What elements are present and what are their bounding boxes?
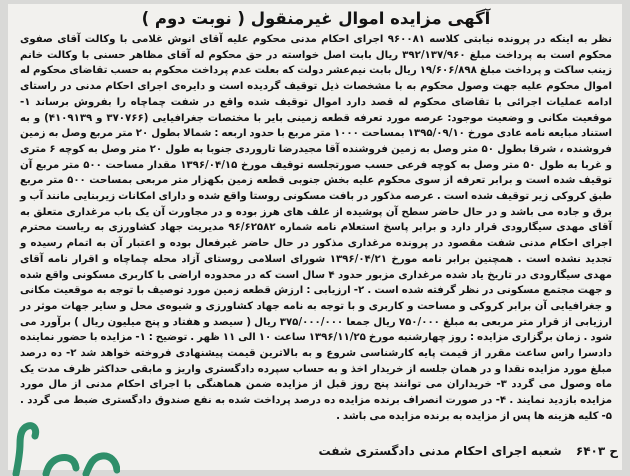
notice-title: آگهی مزایده اموال غیرمنقول ( نوبت دوم ) (141, 9, 491, 28)
issuing-office: شعبه اجرای احکام مدنی دادگستری شفت (318, 444, 562, 458)
notice-footer (150, 442, 618, 460)
notice-body: نظر به اینکه در پرونده نیابتی کلاسه ۹۶۰۰۸۱ اجرای احکام مدنی محکوم علیه آقای انوش غلامی با وکالت آقای صفوی محکوم است به پرداخت مبلغ ۳۹۲/۱۳۷/۹۶۰ ریال بابت اصل خواسته در حق محکوم له آقای مظاهر حسنی با وکالت خانم زینب ساکت و پرداخت مبلغ ۱۹/۶۰۶/۸۹۸ ریال بابت نیم‌عشر دولت که بعلت عدم پرداخت محکوم به حسب تقاضای محکوم له اموال محکوم علیه جهت وصول محکوم به با مشخصات ذیل توقیف گردیده است و دایره‌ی اجرای احکام مدنی در راستای ادامه عملیات اجرائی با تقاضای محکوم له قصد دارد اموال توقیف شده واقع در شفت چماچاه را بفروش برساند ۱- موقعیت مکانی و وضعیت موجود: عرصه مورد تعرفه قطعه زمینی بایر با مختصات جغرافیایی (۳۷۰۷۶۶ و ۴۱۰۹۱۳۹) و به استناد مبایعه نامه عادی مورخ ۱۳۹۵/۰۹/۱۰ بمساحت ۱۰۰۰ متر مربع با حدود اربعه : شمالا بطول ۲۰ متر مربع وصل به زمین فروشنده ، شرقا بطول ۵۰ متر وصل به زمین فروشنده آقا مجیدرضا تارورد‌ی جنوبا به طول ۲۰ متر وصل به کوچه ۶ متری و غربا به طول ۵۰ متر وصل به کوچه فرعی حسب صورتجلسه توقیف مورخ ۱۳۹۶/۰۴/۱۵ مقدار مساحت ۵۰۰ متر مربع آن توقیف شده است و برابر تعرفه از سوی محکوم علیه بخش جنوبی قطعه زمین بکهزار متر مربعی بمساحت ۵۰۰ متر مربع طبق کروکی زیر توقیف شده است . عرصه مذکور در بافت مسکونی روستا واقع شده و دارای امکانات زیربنایی مانند آب و برق و جاده می باشد و در حال حاضر سطح آن پوشیده از علف های هرز بوده و در مجاورت آن یک باب مرغداری متعلق به آقای مهدی سیگارودی قرار دارد و برابر پاسخ استعلام نامه شماره ۹۶/۶۲۵۸۲ مدیریت جهاد کشاورزی به ریاست محترم اجرای احکام مدنی شفت مقصود در پرونده مرغداری مذکور در حال حاضر غیرفعال بوده و اعتبار آن به اتمام رسیده و تجدید نشده است . همچنین برابر نامه مورخ ۱۳۹۶/۰۴/۲۱ شورای اسلامی روستای آزاد محله چماچاه و اقرار نامه آقای مهدی سیگارودی در تاریخ یاد شده مرغداری مزبور حدود ۴ سال است که در محدوده اراضی با کاربری مسکونی واقع شده و جهت مجتمع مسکونی در نظر گرفته شده است . ۲- ارزیابی : ارزش قطعه زمین مورد توصیف با توجه به موقعیت مکانی و جغرافیایی آن برابر کروکی و مساحت و کاربری و با توجه به نامه جهاد کشاورزی و شیوه‌ی محل و سایر جهات موثر در ارزیابی از قرار متر مربعی به مبلغ ۷۵۰/۰۰۰ ریال جمعا ۳۷۵/۰۰۰/۰۰۰ ریال ( سیصد و هفتاد و پنج میلیون ریال ) برآورد می شود . زمان برگزاری مزایده : روز چهارشنبه مورخ ۱۳۹۶/۱۱/۲۵ ساعت ۱۰ الی ۱۱ ظهر . توضیح : ۱- مزایده با حضور نماینده دادسرا راس ساعت مقرر از قیمت پایه کارشناسی شروع و به بالاترین قیمت پیشنهادی فروخته خواهد شد ۲- ده درصد مبلغ مورد مزایده نقدا و در همان جلسه از خریدار اخذ و به حساب سپرده دادگستری واریز و مابقی حداکثر ظرف مدت یک ماه وصول می گردد ۳- خریداران می توانند پنج روز قبل از مزایده ضمن هماهنگی با اجرای احکام مدنی از مال مورد مزایده بازدید نمایند . ۴- در صورت انصراف برنده مزایده ده درصد پرداخت شده به نفع صندوق دادگستری ضبط می گردد . ۵- کلیه هزینه ها پس از مزایده به برنده مزایده می باشد . (20, 34, 613, 422)
green-logo-mark-icon (0, 416, 120, 476)
auction-notice (8, 4, 622, 470)
notice-number: ح ۶۴۰۳ (575, 444, 618, 458)
